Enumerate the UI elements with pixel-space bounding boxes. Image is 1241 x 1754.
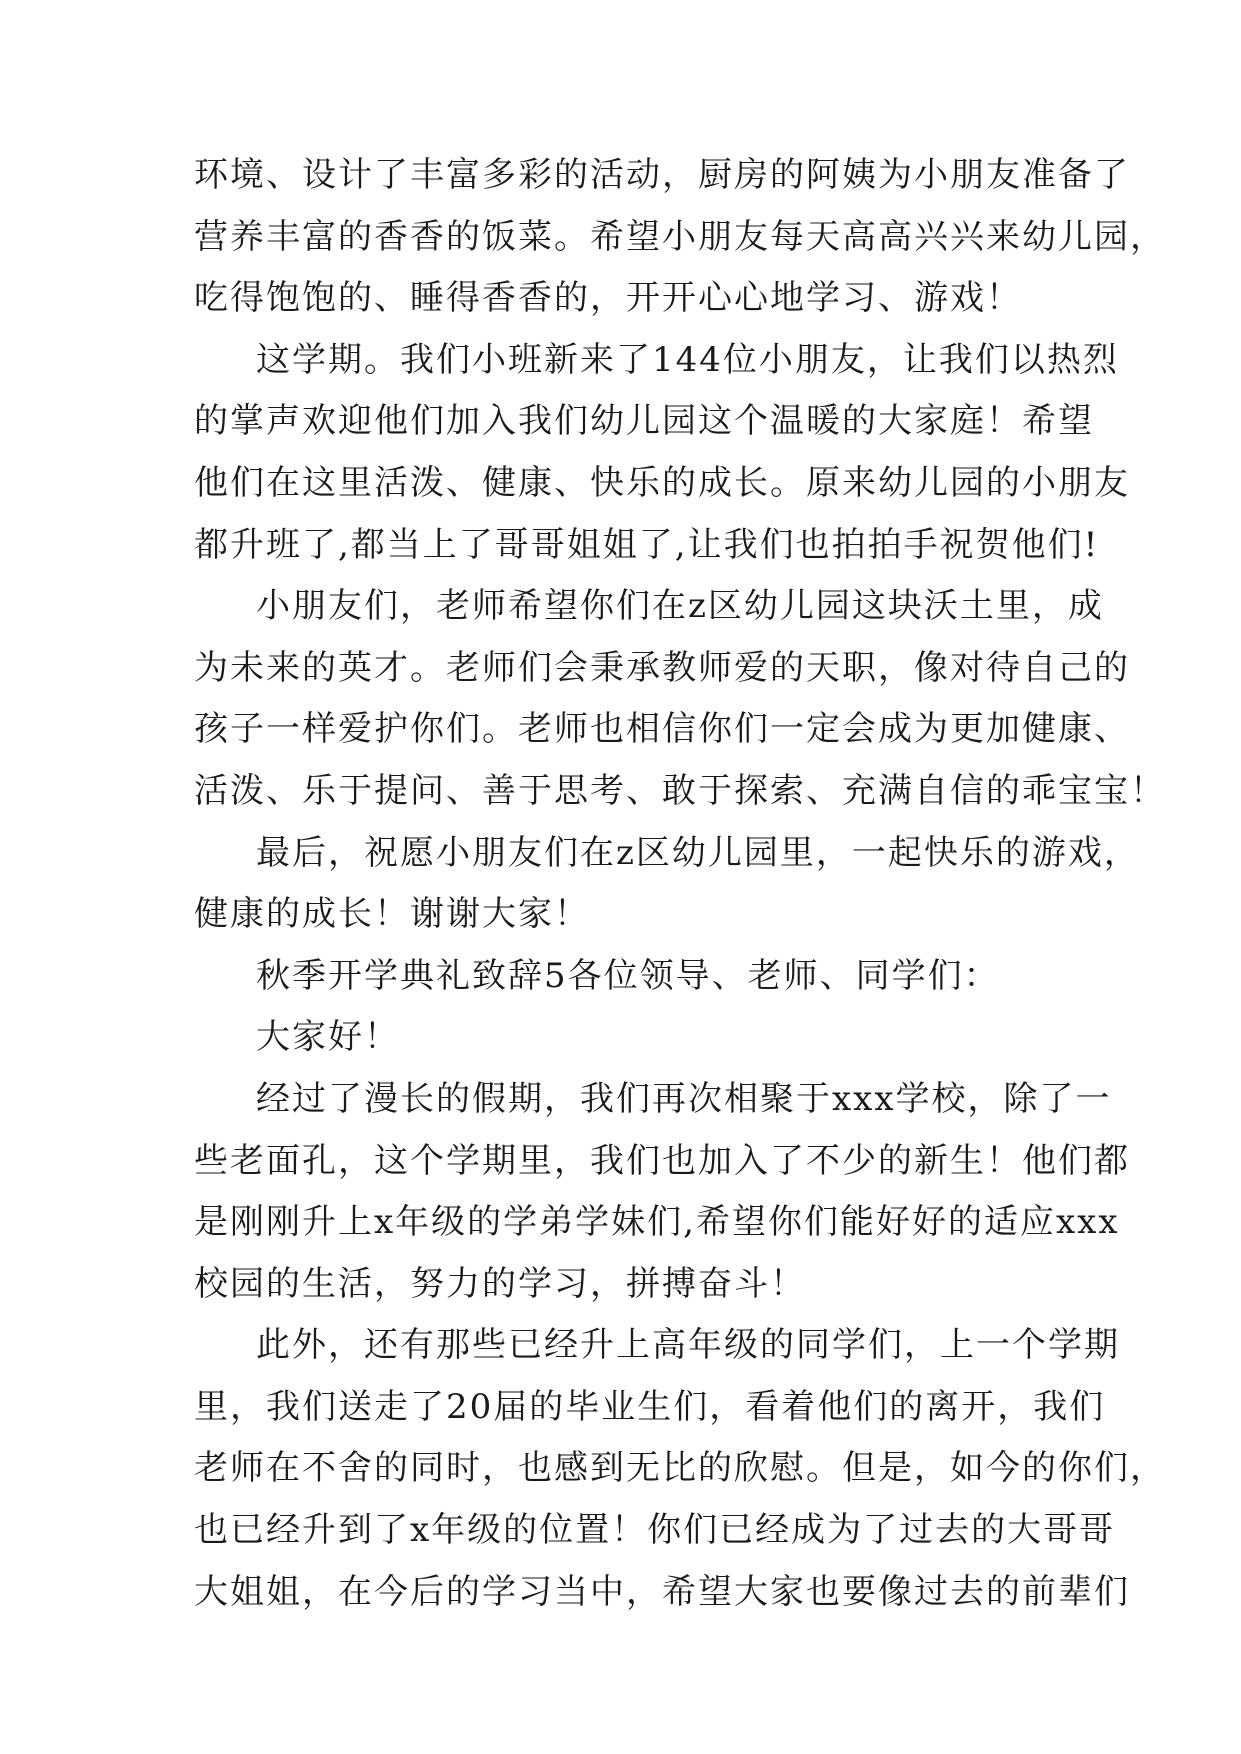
text-line: 老师在不舍的同时，也感到无比的欣慰。但是，如今的你们， (194, 1448, 1166, 1489)
text-line: 小朋友们，老师希望你们在z区幼儿园这块沃土里，成 (256, 586, 1104, 627)
text-line: 这学期。我们小班新来了144位小朋友，让我们以热烈 (256, 339, 1119, 380)
text-line: 健康的成长！谢谢大家！ (194, 894, 590, 935)
text-line: 些老面孔，这个学期里，我们也加入了不少的新生！他们都 (194, 1140, 1130, 1181)
text-line: 是刚刚升上x年级的学弟学妹们,希望你们能好好的适应xxx (194, 1202, 1120, 1243)
text-line: 都升班了,都当上了哥哥姐姐了,让我们也拍拍手祝贺他们! (194, 524, 1100, 565)
text-line: 此外，还有那些已经升上高年级的同学们，上一个学期 (256, 1325, 1120, 1366)
text-line: 环境、设计了丰富多彩的活动，厨房的阿姨为小朋友准备了 (194, 155, 1130, 195)
text-line: 为未来的英才。老师们会秉承教师爱的天职，像对待自己的 (194, 647, 1130, 688)
text-line: 吃得饱饱的、睡得香香的，开开心心地学习、游戏！ (194, 278, 1022, 319)
text-line: 孩子一样爱护你们。老师也相信你们一定会成为更加健康、 (194, 709, 1130, 750)
text-line: 大家好！ (256, 1017, 400, 1058)
text-line: 大姐姐，在今后的学习当中，希望大家也要像过去的前辈们 (194, 1571, 1130, 1612)
text-line: 营养丰富的香香的饭菜。希望小朋友每天高高兴兴来幼儿园， (194, 216, 1166, 257)
document-body (194, 145, 1166, 1623)
text-line: 经过了漫长的假期，我们再次相聚于xxx学校，除了一 (256, 1078, 1112, 1119)
text-line: 他们在这里活泼、健康、快乐的成长。原来幼儿园的小朋友 (194, 462, 1130, 503)
text-line: 最后，祝愿小朋友们在z区幼儿园里，一起快乐的游戏， (256, 832, 1140, 873)
text-line: 也已经升到了x年级的位置！你们已经成为了过去的大哥哥 (194, 1510, 1116, 1551)
text-line: 校园的生活，努力的学习，拼搏奋斗！ (194, 1263, 806, 1304)
text-line: 活泼、乐于提问、善于思考、敢于探索、充满自信的乖宝宝！ (194, 770, 1166, 811)
text-line: 的掌声欢迎他们加入我们幼儿园这个温暖的大家庭！希望 (194, 401, 1094, 442)
text-line: 里，我们送走了20届的毕业生们，看着他们的离开，我们 (194, 1386, 1106, 1427)
text-line: 秋季开学典礼致辞5各位领导、老师、同学们： (256, 955, 1000, 996)
